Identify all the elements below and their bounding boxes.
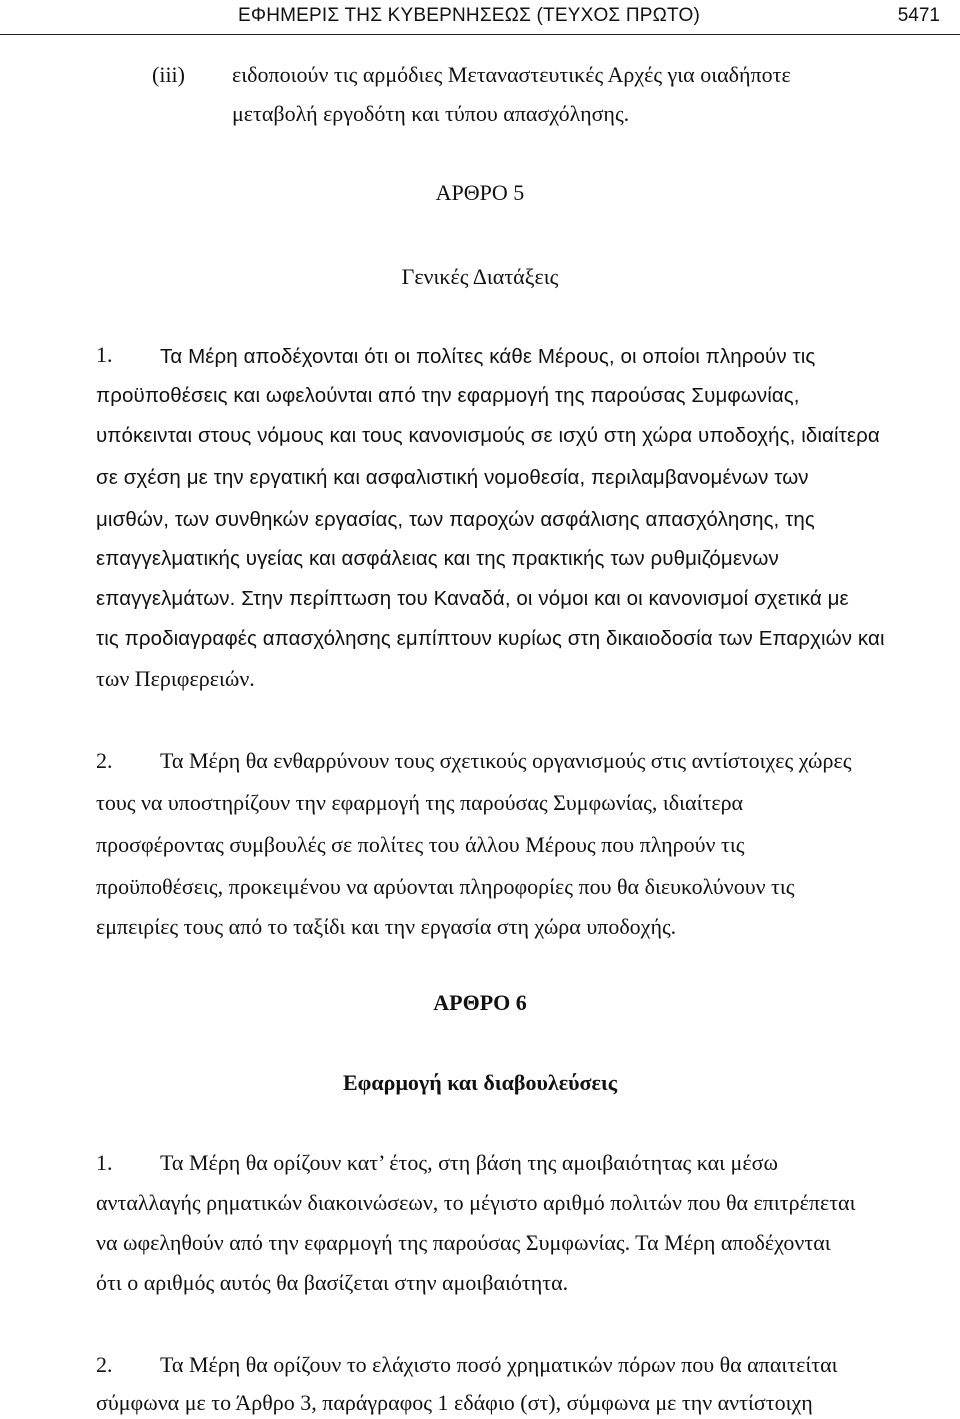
paragraph-line: να ωφεληθούν από την εφαρμογή της παρούσας Συμφωνίας. Τα Μέρη αποδέχονται xyxy=(96,1230,831,1255)
paragraph-line: Τα Μέρη θα ορίζουν κατ’ έτος, στη βάση της αμοιβαιότητας και μέσω xyxy=(160,1150,778,1175)
paragraph-line: Τα Μέρη αποδέχονται ότι οι πολίτες κάθε Μέρους, οι οποίοι πληρούν τις xyxy=(160,345,816,368)
paragraph-line: υπόκεινται στους νόμους και τους κανονισμούς σε ισχύ στη χώρα υποδοχής, ιδιαίτερα xyxy=(96,424,880,447)
paragraph-line: τους να υποστηρίζουν την εφαρμογή της παρούσας Συμφωνίας, ιδιαίτερα xyxy=(96,790,744,815)
paragraph-line: ανταλλαγής ρηματικών διακοινώσεων, το μέγιστο αριθμό πολιτών που θα επιτρέπεται xyxy=(96,1190,856,1215)
page-number: 5471 xyxy=(897,5,940,26)
item-iii-line: ειδοποιούν τις αρμόδιες Μεταναστευτικές Αρχές για οιαδήποτε xyxy=(232,62,791,87)
paragraph-line: τις προδιαγραφές απασχόλησης εμπίπτουν κυρίως στη δικαιοδοσία των Επαρχιών και xyxy=(96,627,885,650)
article-6-heading: ΑΡΘΡΟ 6 xyxy=(433,990,527,1015)
paragraph-line: εμπειρίες τους από το ταξίδι και την εργασία στη χώρα υποδοχής. xyxy=(96,914,677,939)
paragraph-line: προσφέροντας συμβουλές σε πολίτες του άλλου Μέρους που πληρούν τις xyxy=(96,832,745,857)
paragraph-line: σε σχέση με την εργατική και ασφαλιστική νομοθεσία, περιλαμβανομένων των xyxy=(96,466,809,489)
paragraph-line: των Περιφερειών. xyxy=(96,666,255,691)
paragraph-line: προϋποθέσεις, προκειμένου να αρύονται πληροφορίες που θα διευκολύνουν τις xyxy=(96,874,795,899)
paragraph-line: ότι ο αριθμός αυτός θα βασίζεται στην αμοιβαιότητα. xyxy=(96,1270,569,1295)
paragraph-line: σύμφωνα με το Άρθρο 3, παράγραφος 1 εδάφιο (στ), σύμφωνα με την αντίστοιχη xyxy=(96,1390,813,1415)
article-5-subtitle: Γενικές Διατάξεις xyxy=(401,264,559,289)
article-5-para-1-number: 1. xyxy=(96,342,113,367)
gazette-header xyxy=(0,0,960,35)
paragraph-line: επαγγελματικής υγείας και ασφάλειας και της πρακτικής των ρυθμιζόμενων xyxy=(96,547,779,570)
article-6-para-1-number: 1. xyxy=(96,1150,113,1175)
paragraph-line: μισθών, των συνθηκών εργασίας, των παροχών ασφάλισης απασχόλησης, της xyxy=(96,508,815,531)
paragraph-line: Τα Μέρη θα ενθαρρύνουν τους σχετικούς οργανισμούς στις αντίστοιχες χώρες xyxy=(160,748,852,773)
article-6-subtitle: Εφαρμογή και διαβουλεύσεις xyxy=(342,1070,617,1095)
article-6-para-2-number: 2. xyxy=(96,1352,113,1377)
paragraph-line: Τα Μέρη θα ορίζουν το ελάχιστο ποσό χρηματικών πόρων που θα απαιτείται xyxy=(160,1352,838,1377)
item-iii-line: μεταβολή εργοδότη και τύπου απασχόλησης. xyxy=(232,101,630,126)
gazette-title: ΕΦΗΜΕΡΙΣ ΤΗΣ ΚΥΒΕΡΝΗΣΕΩΣ (ΤΕΥΧΟΣ ΠΡΩΤΟ) xyxy=(238,5,701,26)
paragraph-line: επαγγελμάτων. Στην περίπτωση του Καναδά, οι νόμοι και οι κανονισμοί σχετικά με xyxy=(96,587,849,610)
paragraph-line: προϋποθέσεις και ωφελούνται από την εφαρμογή της παρούσας Συμφωνίας, xyxy=(96,384,800,407)
article-5-heading: ΑΡΘΡΟ 5 xyxy=(435,180,525,205)
article-5-para-2-number: 2. xyxy=(96,748,113,773)
item-iii-marker: (iii) xyxy=(152,62,185,87)
